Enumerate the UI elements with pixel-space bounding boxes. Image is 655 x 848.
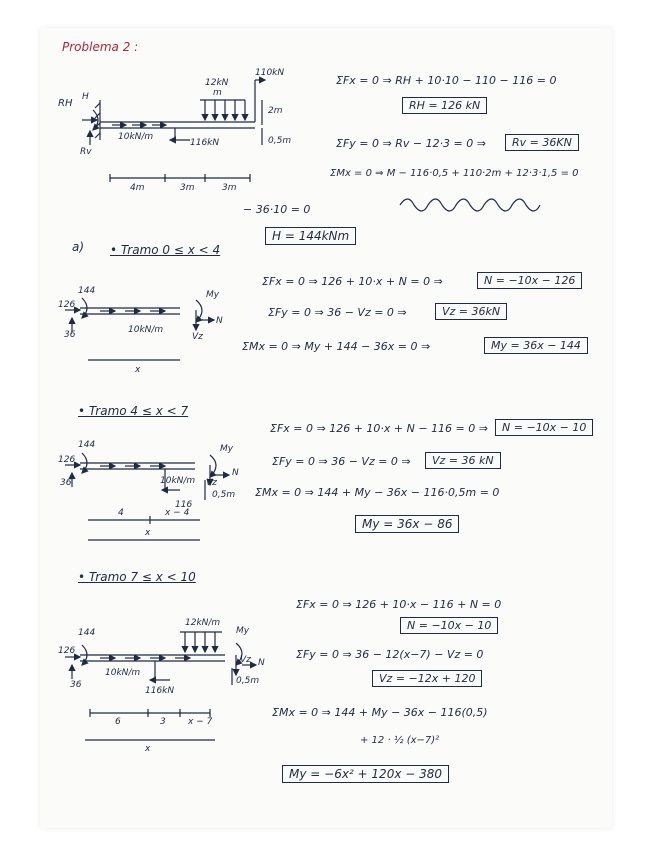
b-4: 4 bbox=[118, 508, 124, 518]
eq-sum-fy: ΣFy = 0 ⇒ Rv − 12·3 = 0 ⇒ bbox=[336, 137, 486, 150]
diagram1-beam bbox=[82, 80, 265, 182]
c-res-vz: Vz = −12x + 120 bbox=[372, 670, 482, 687]
a-load: 10kN/m bbox=[128, 325, 164, 335]
b-x: x bbox=[145, 528, 151, 538]
c-vz: Vz bbox=[240, 655, 251, 665]
c-3: 3 bbox=[160, 717, 166, 727]
a-vz: Vz bbox=[192, 332, 203, 342]
c-05: 0,5m bbox=[236, 676, 260, 686]
block-load-label: 12kN bbox=[205, 78, 229, 88]
dist-load-label: 10kN/m bbox=[118, 132, 154, 142]
height-bottom-label: 0,5m bbox=[268, 136, 292, 146]
b-load: 10kN/m bbox=[160, 476, 196, 486]
c-6: 6 bbox=[115, 717, 121, 727]
c-load: 10kN/m bbox=[105, 668, 141, 678]
c-144: 144 bbox=[78, 628, 96, 638]
a-res-my: My = 36x − 144 bbox=[484, 337, 588, 354]
point-load-label: 116kN bbox=[190, 138, 220, 148]
dim3-label: 3m bbox=[222, 183, 237, 193]
h-label: H bbox=[82, 92, 89, 102]
b-116: 116 bbox=[175, 500, 193, 510]
dim1-label: 4m bbox=[130, 183, 145, 193]
b-eq-mx: ΣMx = 0 ⇒ 144 + My − 36x − 116·0,5m = 0 bbox=[255, 486, 500, 499]
c-res-n: N = −10x − 10 bbox=[400, 617, 498, 634]
section-c-title: • Tramo 7 ≤ x < 10 bbox=[78, 570, 196, 584]
b-36: 36 bbox=[60, 478, 72, 488]
a-126: 126 bbox=[58, 300, 76, 310]
b-144: 144 bbox=[78, 440, 96, 450]
b-res-my: My = 36x − 86 bbox=[355, 515, 459, 533]
rv-label: Rv bbox=[80, 147, 92, 157]
a-eq-fx: ΣFx = 0 ⇒ 126 + 10·x + N = 0 ⇒ bbox=[262, 275, 443, 288]
rv-result: Rv = 36KN bbox=[505, 134, 579, 151]
rh-result: RH = 126 kN bbox=[402, 97, 487, 114]
c-x7: x − 7 bbox=[188, 717, 213, 727]
b-126: 126 bbox=[58, 455, 76, 465]
b-05: 0,5m bbox=[212, 490, 236, 500]
eq-mx-continued: − 36·10 = 0 bbox=[243, 203, 311, 216]
c-36: 36 bbox=[70, 680, 82, 690]
block-load-unit: m bbox=[213, 88, 222, 98]
c-eq-mx: ΣMx = 0 ⇒ 144 + My − 36x − 116(0,5) bbox=[272, 706, 488, 719]
a-my: My bbox=[206, 290, 220, 300]
c-eq-fx: ΣFx = 0 ⇒ 126 + 10·x − 116 + N = 0 bbox=[296, 598, 502, 611]
c-my: My bbox=[236, 626, 250, 636]
b-vz: Vz bbox=[206, 478, 217, 488]
a-eq-fy: ΣFy = 0 ⇒ 36 − Vz = 0 ⇒ bbox=[268, 306, 407, 319]
b-res-vz: Vz = 36 kN bbox=[425, 452, 501, 469]
a-res-vz: Vz = 36kN bbox=[435, 303, 507, 320]
c-116: 116kN bbox=[145, 686, 175, 696]
a-n: N bbox=[216, 316, 223, 326]
crossed-out-scribble bbox=[400, 199, 540, 211]
c-n: N bbox=[258, 658, 265, 668]
dim2-label: 3m bbox=[180, 183, 195, 193]
section-a-label: a) bbox=[72, 240, 85, 254]
rh-label: RH bbox=[58, 98, 73, 109]
c-x: x bbox=[145, 744, 151, 754]
a-144: 144 bbox=[78, 286, 96, 296]
eq-sum-mx: ΣMx = 0 ⇒ M − 116·0,5 + 110·2m + 12·3·1,5 = 0 bbox=[330, 168, 579, 179]
c-eq-fy: ΣFy = 0 ⇒ 36 − 12(x−7) − Vz = 0 bbox=[296, 648, 484, 661]
problem-title: Problema 2 : bbox=[62, 40, 139, 54]
section-b-title: • Tramo 4 ≤ x < 7 bbox=[78, 404, 189, 418]
b-my: My bbox=[220, 444, 234, 454]
top-load-label: 110kN bbox=[255, 68, 285, 78]
eq-sum-fx: ΣFx = 0 ⇒ RH + 10·10 − 110 − 116 = 0 bbox=[336, 74, 557, 87]
c-res-my: My = −6x² + 120x − 380 bbox=[282, 765, 449, 783]
height-top-label: 2m bbox=[268, 106, 283, 116]
section-a-title: • Tramo 0 ≤ x < 4 bbox=[110, 243, 221, 257]
b-res-n: N = −10x − 10 bbox=[495, 419, 593, 436]
h-result: H = 144kNm bbox=[265, 227, 356, 245]
c-block-load: 12kN/m bbox=[185, 618, 221, 628]
b-eq-fx: ΣFx = 0 ⇒ 126 + 10·x + N − 116 = 0 ⇒ bbox=[270, 422, 488, 435]
b-x4: x − 4 bbox=[165, 508, 190, 518]
c-eq-mx-cont: + 12 · ½ (x−7)² bbox=[360, 735, 440, 746]
c-126: 126 bbox=[58, 646, 76, 656]
a-eq-mx: ΣMx = 0 ⇒ My + 144 − 36x = 0 ⇒ bbox=[242, 340, 431, 353]
b-n: N bbox=[232, 468, 239, 478]
a-x: x bbox=[135, 365, 141, 375]
section-b-diagram bbox=[65, 453, 229, 540]
a-res-n: N = −10x − 126 bbox=[477, 272, 582, 289]
b-eq-fy: ΣFy = 0 ⇒ 36 − Vz = 0 ⇒ bbox=[272, 455, 411, 468]
a-36: 36 bbox=[64, 330, 76, 340]
